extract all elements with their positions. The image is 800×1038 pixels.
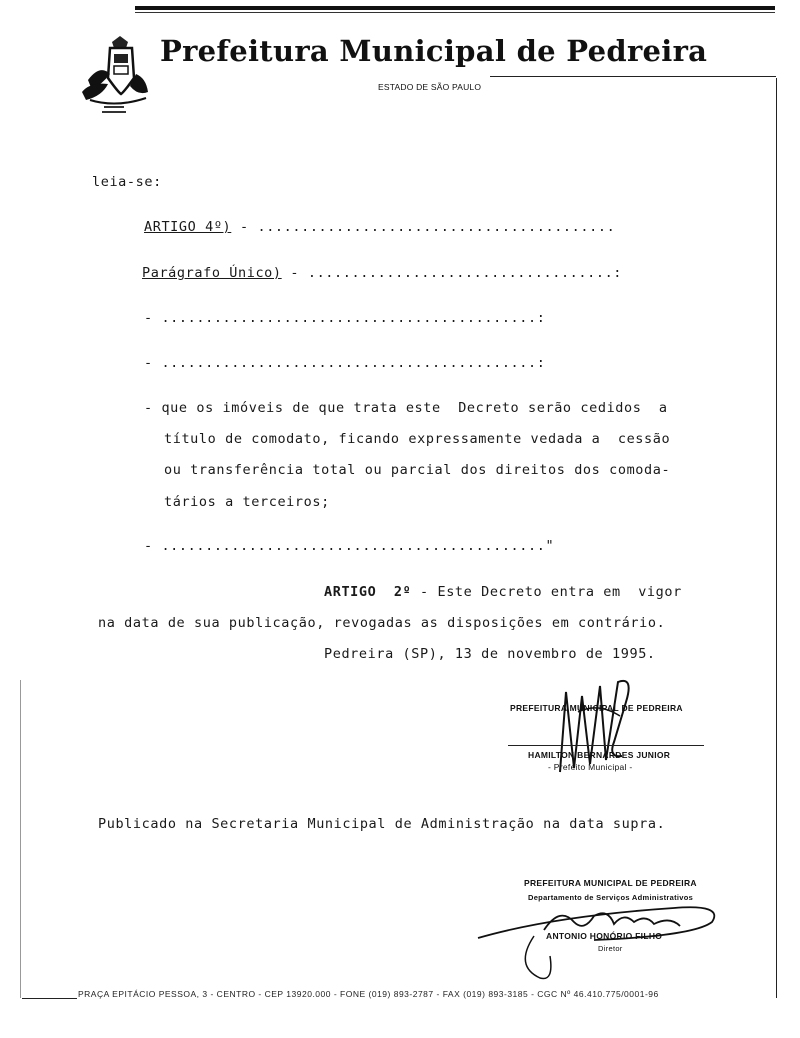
paragrafo-dots: - ...................................: [281, 265, 623, 281]
frame-bottom-line [22, 998, 77, 999]
artigo2-line [324, 584, 682, 600]
signature1-role: - Prefeito Municipal - [548, 762, 633, 772]
signature2-dept: Departamento de Serviços Administrativos [528, 893, 694, 902]
clause-line-4: tários a terceiros; [164, 494, 330, 510]
frame-top-line [490, 76, 776, 77]
frame-left-line [20, 680, 21, 998]
artigo4-line [144, 219, 615, 235]
place-date: Pedreira (SP), 13 de novembro de 1995. [324, 646, 656, 662]
clause-line-1: - que os imóveis de que trata este Decreto serão cedidos a [144, 400, 668, 416]
header-top-rule [135, 6, 775, 10]
clause-line-2: título de comodato, ficando expressamente vedada a cessão [164, 431, 671, 447]
dash-line-3: - ............................................" [144, 538, 555, 554]
paragrafo-label: Parágrafo Único) [142, 265, 282, 281]
intro-text: leia-se: [92, 174, 162, 190]
signature2-org: PREFEITURA MUNICIPAL DE PEDREIRA [524, 878, 697, 888]
dash-line-1: - ...........................................: [144, 310, 546, 326]
signature1-name: HAMILTON BERNARDES JUNIOR [528, 750, 671, 760]
signature2-role: Diretor [598, 944, 623, 953]
coat-of-arms-icon [80, 34, 152, 118]
frame-right-line [776, 78, 777, 998]
header-top-rule-thin [135, 12, 775, 13]
paragrafo-line [142, 265, 622, 281]
signature2-name: ANTONIO HONÓRIO FILHO [546, 931, 663, 941]
signature1-line [508, 745, 704, 746]
dash-line-2: - ...........................................: [144, 355, 546, 371]
footer-address: PRAÇA EPITÁCIO PESSOA, 3 - CENTRO - CEP 13920.000 - FONE (019) 893-2787 - FAX (019) 893-3185 - CGC Nº 46.410.775/0001-96 [78, 989, 659, 999]
page-subtitle: ESTADO DE SÃO PAULO [378, 82, 482, 92]
artigo2-text: - Este Decreto entra em vigor [411, 584, 682, 600]
artigo4-label: ARTIGO 4º) [144, 219, 232, 235]
publication-line: na data de sua publicação, revogadas as disposições em contrário. [98, 615, 666, 631]
artigo4-dots: - ......................................... [231, 219, 616, 235]
published-note: Publicado na Secretaria Municipal de Administração na data supra. [98, 816, 666, 832]
mayor-signature-icon [548, 672, 648, 776]
page-title: Prefeitura Municipal de Pedreira [160, 34, 708, 68]
signature1-org: PREFEITURA MUNICIPAL DE PEDREIRA [510, 703, 683, 713]
clause-line-3: ou transferência total ou parcial dos direitos dos comoda- [164, 462, 671, 478]
artigo2-label: ARTIGO 2º [324, 584, 412, 600]
